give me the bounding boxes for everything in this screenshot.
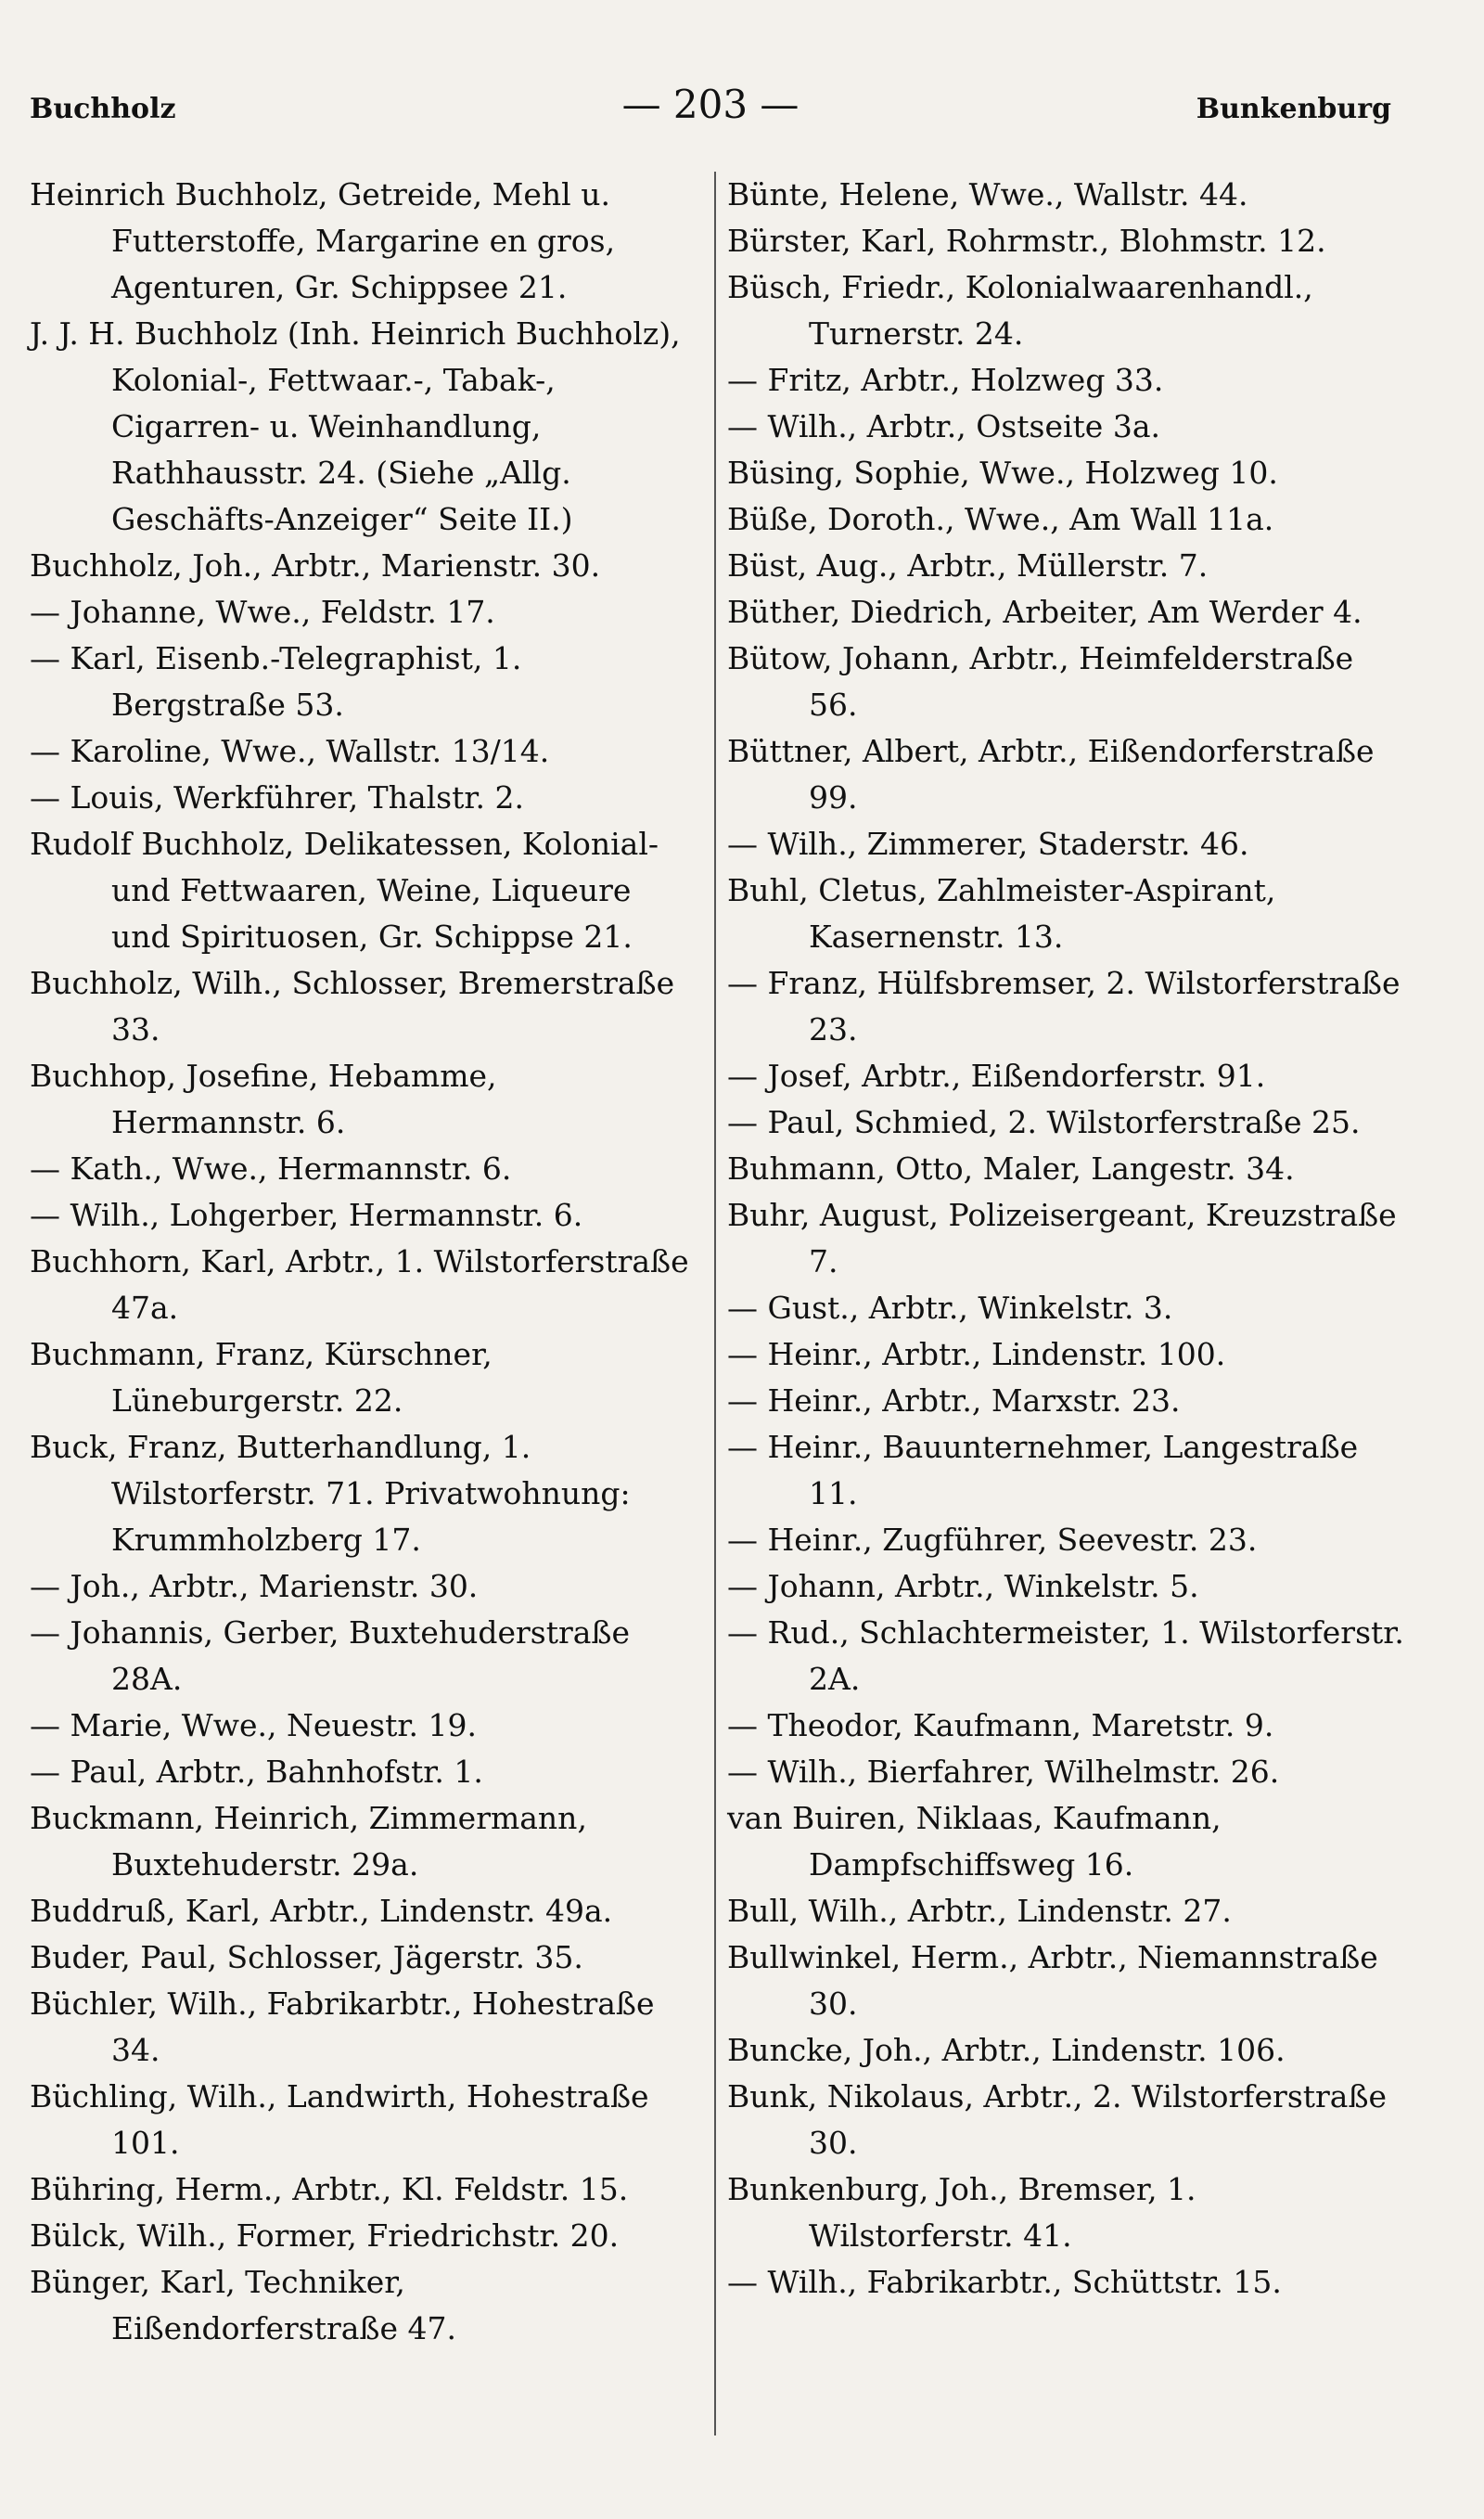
directory-entry: — Wilh., Lohgerber, Hermannstr. 6. (30, 1197, 583, 1233)
directory-entry: Bullwinkel, Herm., Arbtr., Niemannstraße 30. (727, 1939, 1378, 2022)
directory-entry: Büsing, Sophie, Wwe., Holzweg 10. (727, 455, 1278, 491)
column-divider (714, 172, 716, 2435)
directory-entry: Bütow, Johann, Arbtr., Heimfelderstraße 56. (727, 640, 1354, 723)
directory-entry: Büchler, Wilh., Fabrikarbtr., Hohestraße 34. (30, 1986, 655, 2068)
directory-entry: — Paul, Arbtr., Bahnhofstr. 1. (30, 1754, 483, 1790)
directory-entry: Buhr, August, Polizeisergeant, Kreuzstraße 7. (727, 1197, 1397, 1279)
directory-entry: Buder, Paul, Schlosser, Jägerstr. 35. (30, 1939, 583, 1975)
directory-entry: — Louis, Werkführer, Thalstr. 2. (30, 779, 524, 816)
directory-entry: — Fritz, Arbtr., Holzweg 33. (727, 362, 1164, 398)
directory-entry: Bunk, Nikolaus, Arbtr., 2. Wilstorferstraße 30. (727, 2078, 1388, 2161)
directory-entry: Rudolf Buchholz, Delikatessen, Kolonial- und Fettwaaren, Weine, Liqueure und Spirituosen, Gr. Schippse 21. (30, 826, 659, 955)
directory-entry: — Kath., Wwe., Hermannstr. 6. (30, 1150, 512, 1187)
page-number: — 203 — (621, 82, 800, 127)
directory-entry: Buhmann, Otto, Maler, Langestr. 34. (727, 1150, 1295, 1187)
directory-entry: — Joh., Arbtr., Marienstr. 30. (30, 1568, 479, 1604)
right-column (727, 172, 1404, 2306)
directory-entry: Heinrich Buchholz, Getreide, Mehl u. Futterstoffe, Margarine en gros, Agenturen, Gr. Schippsee 21. (30, 176, 616, 305)
directory-entry: — Johanne, Wwe., Feldstr. 17. (30, 594, 495, 630)
directory-entry: Büsch, Friedr., Kolonialwaarenhandl., Turnerstr. 24. (727, 269, 1313, 352)
directory-entry: Bunkenburg, Joh., Bremser, 1. Wilstorferstr. 41. (727, 2171, 1196, 2254)
directory-entry: Büttner, Albert, Arbtr., Eißendorferstraße 99. (727, 733, 1375, 816)
directory-entry: Bürster, Karl, Rohrmstr., Blohmstr. 12. (727, 223, 1326, 259)
directory-entry: — Josef, Arbtr., Eißendorferstr. 91. (727, 1058, 1266, 1094)
directory-entry: Buddruß, Karl, Arbtr., Lindenstr. 49a. (30, 1893, 613, 1929)
directory-entry: Buchmann, Franz, Kürschner, Lüneburgerstr. 22. (30, 1336, 493, 1419)
directory-entry: Büst, Aug., Arbtr., Müllerstr. 7. (727, 547, 1209, 584)
directory-entry: Büther, Diedrich, Arbeiter, Am Werder 4. (727, 594, 1362, 630)
page-header (30, 72, 1391, 137)
directory-entry: — Marie, Wwe., Neuestr. 19. (30, 1707, 477, 1743)
directory-entry: — Wilh., Zimmerer, Staderstr. 46. (727, 826, 1249, 862)
directory-entry: — Theodor, Kaufmann, Maretstr. 9. (727, 1707, 1274, 1743)
directory-entry: Buckmann, Heinrich, Zimmermann, Buxtehuderstr. 29a. (30, 1800, 587, 1883)
directory-entry: — Heinr., Arbtr., Lindenstr. 100. (727, 1336, 1226, 1372)
directory-entry: — Johannis, Gerber, Buxtehuderstraße 28A. (30, 1614, 630, 1697)
directory-entry: — Heinr., Bauunternehmer, Langestraße 11. (727, 1429, 1359, 1511)
directory-entry: Bünger, Karl, Techniker, Eißendorferstraße 47. (30, 2264, 456, 2346)
directory-entry: — Wilh., Bierfahrer, Wilhelmstr. 26. (727, 1754, 1280, 1790)
directory-entry: Buchholz, Wilh., Schlosser, Bremerstraße 33. (30, 965, 675, 1047)
left-column (30, 172, 697, 2352)
directory-entry: Bull, Wilh., Arbtr., Lindenstr. 27. (727, 1893, 1232, 1929)
directory-entry: Buchhop, Josefine, Hebamme, Hermannstr. 6. (30, 1058, 497, 1140)
directory-entry: — Rud., Schlachtermeister, 1. Wilstorferstr. 2A. (727, 1614, 1404, 1697)
directory-entry: — Wilh., Arbtr., Ostseite 3a. (727, 408, 1160, 444)
directory-entry: — Franz, Hülfsbremser, 2. Wilstorferstraße 23. (727, 965, 1401, 1047)
directory-entry: Bünte, Helene, Wwe., Wallstr. 44. (727, 176, 1248, 212)
directory-entry: — Gust., Arbtr., Winkelstr. 3. (727, 1290, 1173, 1326)
directory-entry: van Buiren, Niklaas, Kaufmann, Dampfschiffsweg 16. (727, 1800, 1222, 1883)
directory-entry: Büchling, Wilh., Landwirth, Hohestraße 101. (30, 2078, 649, 2161)
directory-entry: — Heinr., Arbtr., Marxstr. 23. (727, 1382, 1181, 1419)
directory-entry: Bülck, Wilh., Former, Friedrichstr. 20. (30, 2217, 620, 2254)
directory-entry: Büße, Doroth., Wwe., Am Wall 11a. (727, 501, 1274, 537)
directory-entry: Buck, Franz, Butterhandlung, 1. Wilstorferstr. 71. Privatwohnung: Krummholzberg 17. (30, 1429, 631, 1558)
directory-entry: — Karl, Eisenb.-Telegraphist, 1. Bergstraße 53. (30, 640, 522, 723)
header-right-keyword: Bunkenburg (1196, 93, 1391, 125)
directory-entry: — Wilh., Fabrikarbtr., Schüttstr. 15. (727, 2264, 1282, 2300)
directory-entry: Buchholz, Joh., Arbtr., Marienstr. 30. (30, 547, 601, 584)
directory-entry: — Johann, Arbtr., Winkelstr. 5. (727, 1568, 1199, 1604)
directory-entry: Bühring, Herm., Arbtr., Kl. Feldstr. 15. (30, 2171, 629, 2207)
directory-entry: J. J. H. Buchholz (Inh. Heinrich Buchholz), Kolonial-, Fettwaar.-, Tabak-, Cigarren- u. Weinhandlung, Rathhausstr. 24. (Siehe „Allg. Geschäfts-Anzeiger“ Seite II.) (30, 315, 681, 537)
directory-entry: Buchhorn, Karl, Arbtr., 1. Wilstorferstraße 47a. (30, 1243, 689, 1326)
header-left-keyword: Buchholz (30, 93, 176, 125)
directory-entry: Buncke, Joh., Arbtr., Lindenstr. 106. (727, 2032, 1286, 2068)
directory-entry: — Heinr., Zugführer, Seevestr. 23. (727, 1522, 1258, 1558)
directory-entry: — Paul, Schmied, 2. Wilstorferstraße 25. (727, 1104, 1361, 1140)
directory-entry: — Karoline, Wwe., Wallstr. 13/14. (30, 733, 550, 769)
directory-entry: Buhl, Cletus, Zahlmeister-Aspirant, Kasernenstr. 13. (727, 872, 1276, 955)
